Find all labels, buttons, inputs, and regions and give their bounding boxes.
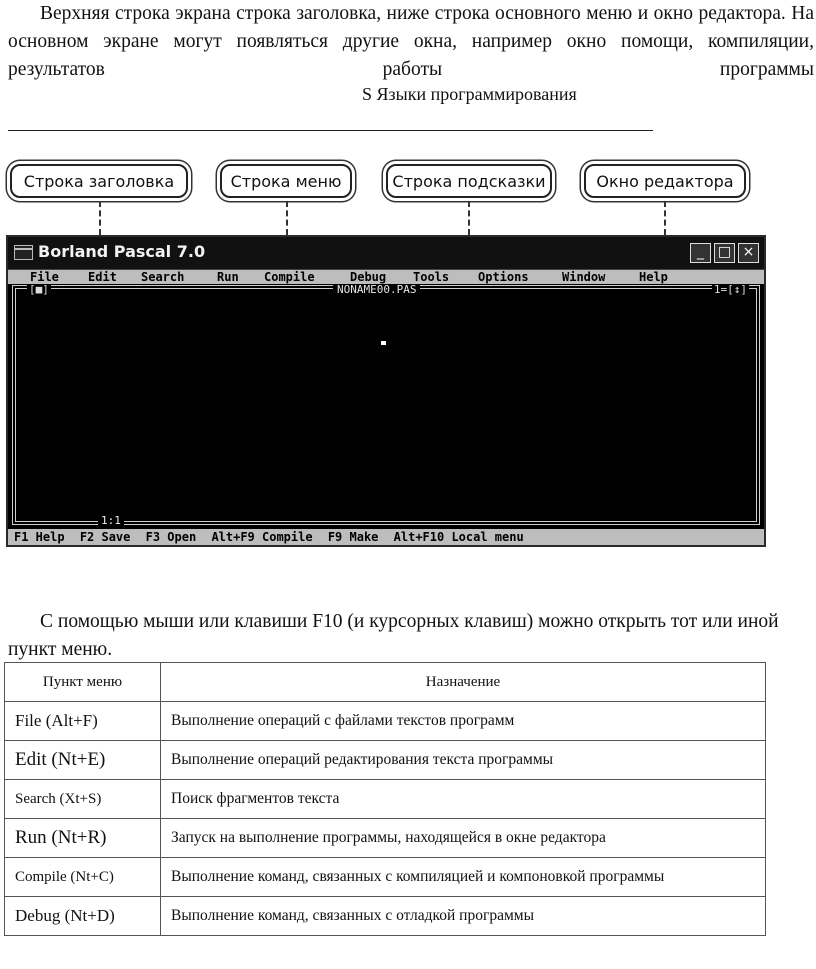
horizontal-rule	[8, 130, 653, 131]
subtitle: S Языки программирования	[362, 84, 577, 104]
editor-window-number[interactable]: 1=[↕]	[713, 283, 747, 296]
callout-editor-window: Окно редактора	[584, 164, 746, 198]
table-row	[5, 780, 766, 819]
header-menu-item: Пункт меню	[5, 663, 161, 702]
callout-menu-bar: Строка меню	[220, 164, 352, 198]
purpose-cell: Выполнение операций с файлами текстов программ	[161, 702, 766, 741]
callout-title-bar: Строка заголовка	[10, 164, 188, 198]
status-help[interactable]: F1 Help	[14, 530, 65, 544]
menu-debug[interactable]: Debug	[350, 270, 387, 284]
callout-leader-line	[664, 201, 666, 235]
editor-filename: NONAME00.PAS	[333, 284, 420, 296]
header-purpose: Назначение	[161, 663, 766, 702]
window-title: Borland Pascal 7.0	[38, 242, 206, 261]
menu-item-cell: Search (Xt+S)	[5, 780, 161, 819]
table-row	[5, 897, 766, 936]
intro-paragraph: Верхняя строка экрана строка заголовка, ниже строка основного меню и окно редактора. На основном экране могут появляться другие окна, например окно помощи, компиляции, результатов работы программы	[8, 3, 814, 80]
menu-bar	[8, 270, 764, 284]
callout-leader-line	[468, 201, 470, 235]
table-header-row	[5, 663, 766, 702]
menu-search[interactable]: Search	[141, 270, 185, 284]
system-menu-icon[interactable]	[14, 245, 33, 260]
menu-item-cell: File (Alt+F)	[5, 702, 161, 741]
menu-file[interactable]: File	[30, 270, 59, 284]
status-make[interactable]: F9 Make	[327, 530, 379, 544]
status-open[interactable]: F3 Open	[145, 530, 197, 544]
menu-item-cell: Debug (Nt+D)	[5, 897, 161, 936]
minimize-button[interactable]: _	[690, 243, 711, 263]
menu-paragraph: С помощью мыши или клавиши F10 (и курсорных клавиш) можно открыть тот или иной пункт меню.	[8, 611, 779, 660]
cursor-position: 1:1	[98, 515, 124, 527]
purpose-cell: Выполнение команд, связанных с отладкой программы	[161, 897, 766, 936]
menu-window[interactable]: Window	[562, 270, 606, 284]
text-cursor	[381, 341, 386, 345]
editor-close-box[interactable]: [■]	[29, 283, 49, 296]
menu-run[interactable]: Run	[217, 270, 239, 284]
menu-tools[interactable]: Tools	[413, 270, 450, 284]
close-button[interactable]: ×	[738, 243, 759, 263]
purpose-cell: Выполнение команд, связанных с компиляцией и компоновкой программы	[161, 858, 766, 897]
status-bar	[8, 529, 764, 545]
status-local-menu[interactable]: Alt+F10 Local menu	[393, 530, 524, 544]
purpose-cell: Выполнение операций редактирования текста программы	[161, 741, 766, 780]
menu-options[interactable]: Options	[478, 270, 529, 284]
menu-item-cell: Run (Nt+R)	[5, 819, 161, 858]
table-row	[5, 819, 766, 858]
menu-item-cell: Edit (Nt+E)	[5, 741, 161, 780]
menu-edit[interactable]: Edit	[88, 270, 117, 284]
callout-hint-bar: Строка подсказки	[386, 164, 552, 198]
table-row	[5, 702, 766, 741]
purpose-cell: Запуск на выполнение программы, находящейся в окне редактора	[161, 819, 766, 858]
status-compile[interactable]: Alt+F9 Compile	[211, 530, 313, 544]
callout-leader-line	[99, 201, 101, 235]
menu-items-table	[4, 662, 766, 936]
borland-pascal-window	[6, 235, 766, 547]
editor-window[interactable]	[12, 285, 760, 525]
menu-compile[interactable]: Compile	[264, 270, 315, 284]
menu-item-cell: Compile (Nt+C)	[5, 858, 161, 897]
callout-leader-line	[286, 201, 288, 235]
purpose-cell: Поиск фрагментов текста	[161, 780, 766, 819]
maximize-button[interactable]: □	[714, 243, 735, 263]
table-row	[5, 858, 766, 897]
title-bar	[8, 237, 764, 270]
menu-help[interactable]: Help	[639, 270, 668, 284]
table-row	[5, 741, 766, 780]
status-save[interactable]: F2 Save	[79, 530, 131, 544]
